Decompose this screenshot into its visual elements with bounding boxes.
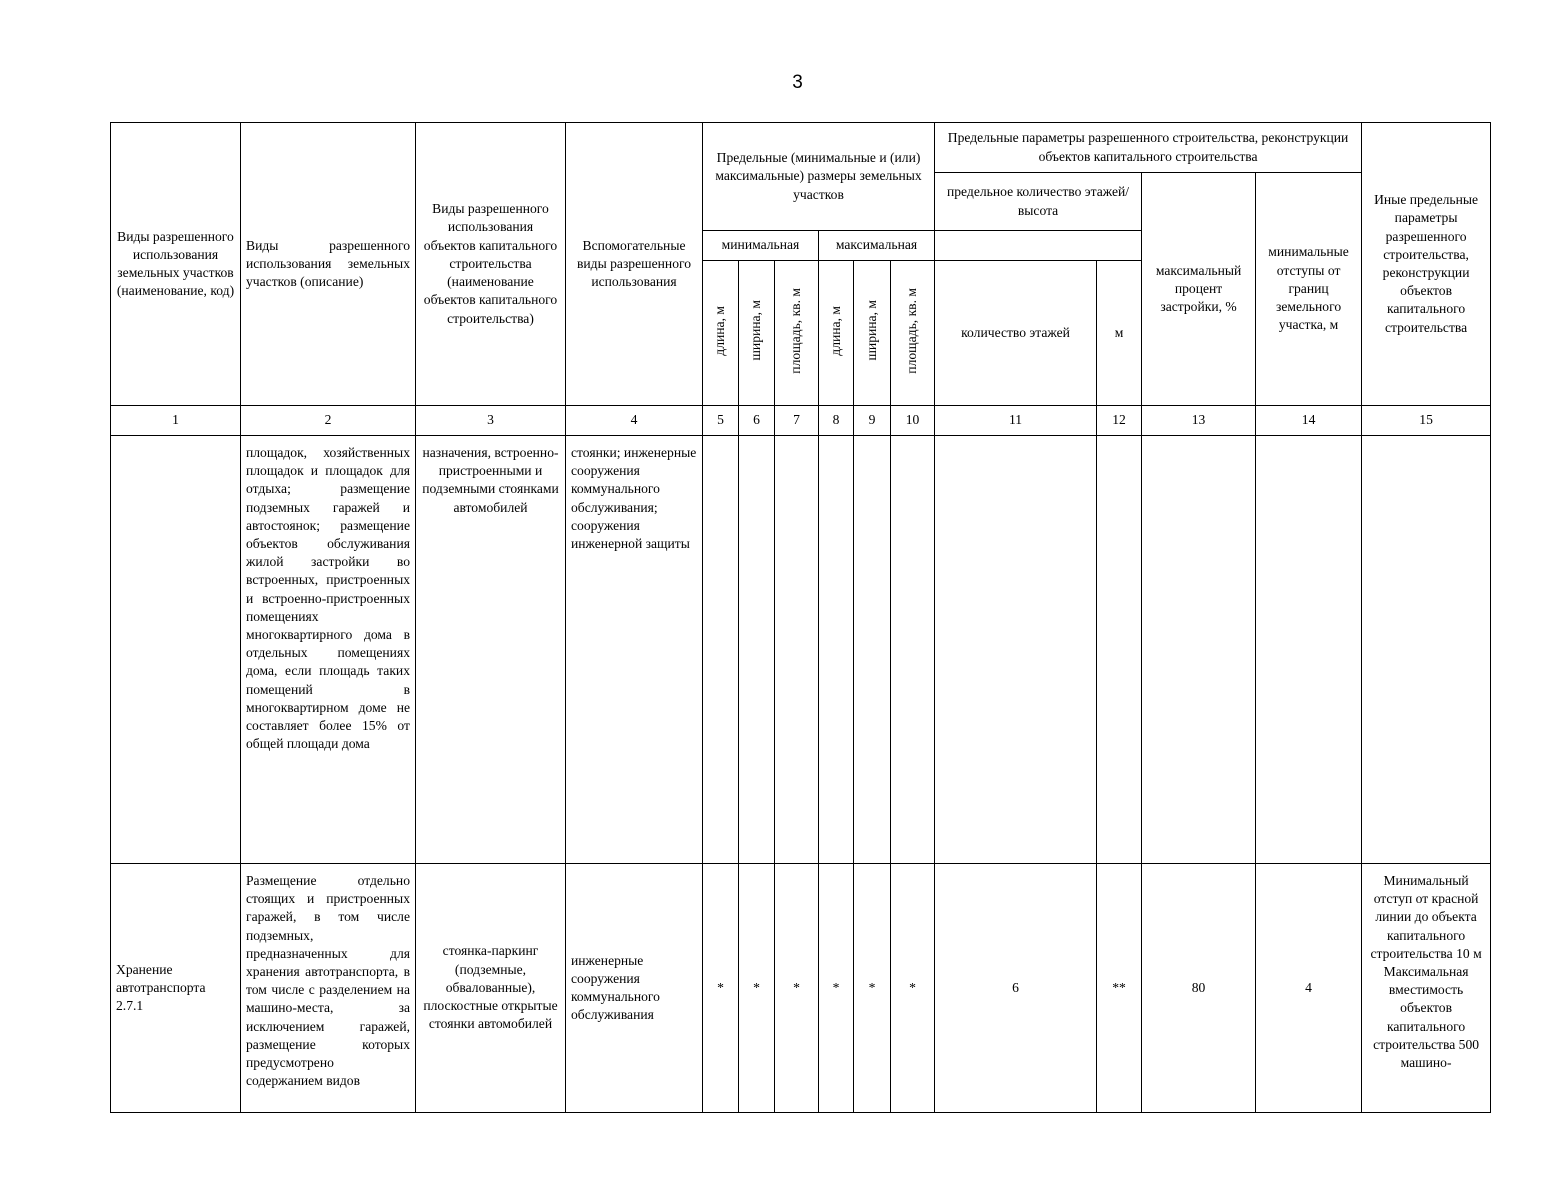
auxiliary-use-cell: стоянки; инженерные сооружения коммунального обслуживания; сооружения инженерной защиты [566,436,703,864]
header-land-use-description: Виды разрешенного использования земельных участков (описание) [241,123,416,406]
header-land-plot-sizes: Предельные (минимальные и (или) максимальные) размеры земельных участков [703,123,935,231]
header-max-width: ширина, м [854,261,891,406]
max-building-percent-cell [1142,436,1256,864]
regulation-table [110,122,1491,1113]
header-auxiliary-use: Вспомогательные виды разрешенного использования [566,123,703,406]
column-number: 13 [1142,406,1256,436]
max-width-cell [854,436,891,864]
column-number: 9 [854,406,891,436]
floors-count-cell: 6 [935,864,1097,1113]
header-maximal: максимальная [819,231,935,261]
min-setback-cell [1256,436,1362,864]
column-numbers-row [111,406,1491,436]
other-parameters-cell [1362,864,1491,1113]
column-number: 3 [416,406,566,436]
construction-use-type-cell: назначения, встроенно-пристроенными и подземными стоянками автомобилей [416,436,566,864]
header-min-area: площадь, кв. м [775,261,819,406]
land-use-description-cell: Размещение отдельно стоящих и пристроенных гаражей, в том числе подземных, предназначенных для хранения автотранспорта, в том числе с разделением на машино-места, за исключением гаражей, размещение которых предусмотрено содержанием видов [241,864,416,1113]
height-meters-cell: ** [1097,864,1142,1113]
column-number: 8 [819,406,854,436]
table-row [111,436,1491,864]
other-param-setback: Минимальный отступ от красной линии до объекта капитального строительства 10 м [1370,873,1482,961]
header-floors-height: предельное количество этажей/высота [935,173,1142,231]
max-length-cell: * [819,864,854,1113]
land-use-type-cell [111,864,241,1113]
land-use-type-cell [111,436,241,864]
min-area-cell [775,436,819,864]
header-meters: м [1097,261,1142,406]
column-number: 2 [241,406,416,436]
column-number: 12 [1097,406,1142,436]
column-number: 10 [891,406,935,436]
header-min-setbacks: минимальные отступы от границ земельного участка, м [1256,173,1362,406]
column-number: 7 [775,406,819,436]
auxiliary-use-cell: инженерные сооружения коммунального обслуживания [566,864,703,1113]
other-param-capacity: Максимальная вместимость объектов капитального строительства 500 машино- [1373,964,1480,1071]
construction-use-type-cell: стоянка-паркинг (подземные, обвалованные), плоскостные открытые стоянки автомобилей [416,864,566,1113]
height-meters-cell [1097,436,1142,864]
column-number: 4 [566,406,703,436]
land-use-description-cell: площадок, хозяйственных площадок и площадок для отдыха; размещение подземных гаражей и автостоянок; размещение объектов обслуживания жилой застройки во встроенных, пристроенных и встроенно-пристроенных помещениях многоквартирного дома в отдельных помещениях дома, если площадь таких помещений в многоквартирном доме не составляет более 15% от общей площади дома [241,436,416,864]
max-length-cell [819,436,854,864]
column-number: 11 [935,406,1097,436]
page-number: 3 [792,72,803,93]
land-use-code: 2.7.1 [116,998,144,1014]
column-number: 1 [111,406,241,436]
header-construction-parameters: Предельные параметры разрешенного строительства, реконструкции объектов капитального строительства [935,123,1362,173]
header-max-building-percent: максимальный процент застройки, % [1142,173,1256,406]
column-number: 6 [739,406,775,436]
max-area-cell: * [891,864,935,1113]
header-min-length: длина, м [703,261,739,406]
other-parameters-cell [1362,436,1491,864]
min-length-cell: * [703,864,739,1113]
max-width-cell: * [854,864,891,1113]
floors-count-cell [935,436,1097,864]
column-number: 15 [1362,406,1491,436]
max-area-cell [891,436,935,864]
header-row-1 [111,123,1491,173]
min-length-cell [703,436,739,864]
header-other-parameters: Иные предельные параметры разрешенного строительства, реконструкции объектов капитального строительства [1362,123,1491,406]
min-width-cell [739,436,775,864]
header-construction-use-type: Виды разрешенного использования объектов капитального строительства (наименование объектов капитального строительства) [416,123,566,406]
max-building-percent-cell: 80 [1142,864,1256,1113]
land-use-name: Хранение автотранспорта [116,961,206,995]
header-floors-count: количество этажей [935,261,1097,406]
min-width-cell: * [739,864,775,1113]
table-row [111,864,1491,1113]
header-minimal: минимальная [703,231,819,261]
header-max-length: длина, м [819,261,854,406]
header-max-area: площадь, кв. м [891,261,935,406]
column-number: 14 [1256,406,1362,436]
min-area-cell: * [775,864,819,1113]
min-setback-cell: 4 [1256,864,1362,1113]
header-min-width: ширина, м [739,261,775,406]
header-land-use-type: Виды разрешенного использования земельных участков (наименование, код) [111,123,241,406]
column-number: 5 [703,406,739,436]
